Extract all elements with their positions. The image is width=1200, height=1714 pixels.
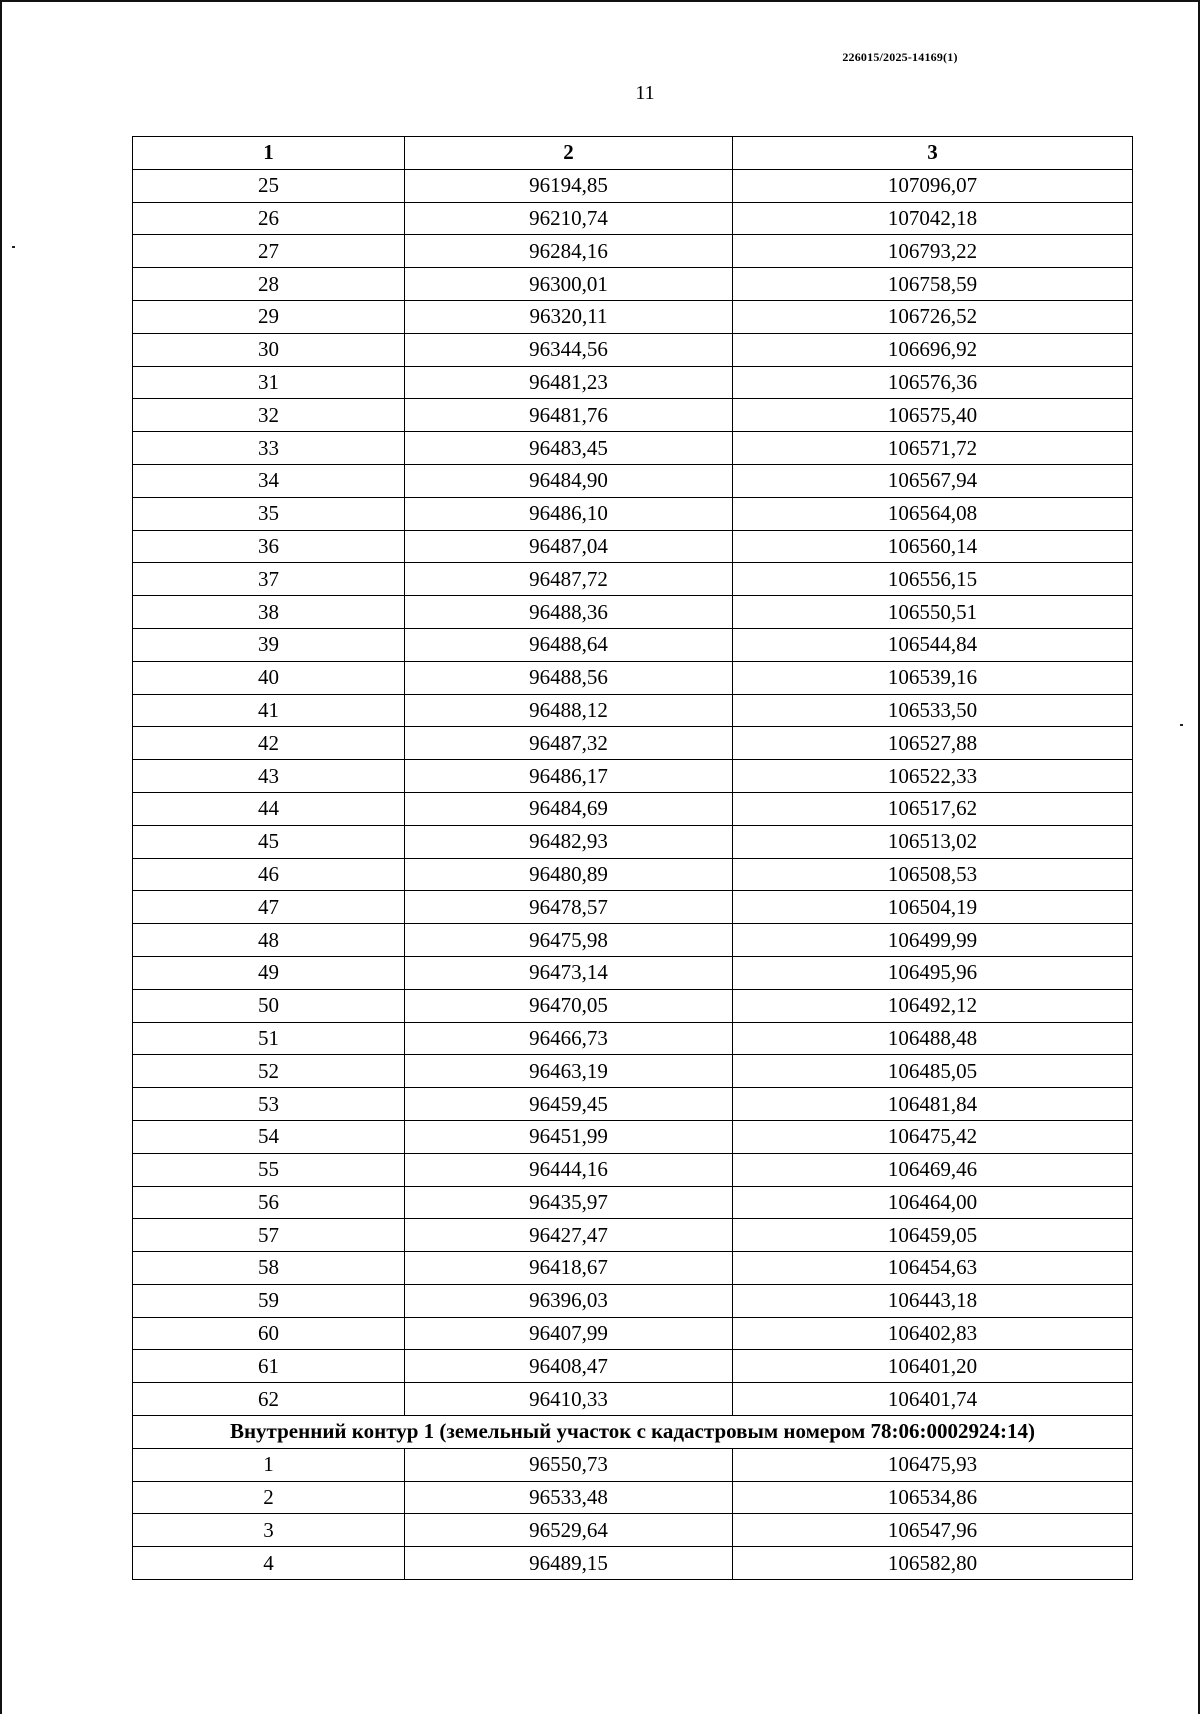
document-number: 226015/2025-14169(1) — [842, 50, 958, 64]
table-row — [133, 169, 1133, 202]
y-coordinate-cell: 106488,48 — [733, 1022, 1133, 1055]
scan-speck — [12, 246, 15, 248]
x-coordinate-cell: 96284,16 — [405, 235, 733, 268]
x-coordinate-cell: 96463,19 — [405, 1055, 733, 1088]
table-row — [133, 1120, 1133, 1153]
y-coordinate-cell: 106534,86 — [733, 1481, 1133, 1514]
y-coordinate-cell: 106522,33 — [733, 760, 1133, 793]
y-coordinate-cell: 106513,02 — [733, 825, 1133, 858]
table-row — [133, 628, 1133, 661]
point-number-cell: 31 — [133, 366, 405, 399]
point-number-cell: 26 — [133, 202, 405, 235]
table-row — [133, 1284, 1133, 1317]
coordinates-table — [132, 136, 1133, 1580]
x-coordinate-cell: 96475,98 — [405, 924, 733, 957]
table-row — [133, 989, 1133, 1022]
point-number-cell: 40 — [133, 661, 405, 694]
x-coordinate-cell: 96427,47 — [405, 1219, 733, 1252]
x-coordinate-cell: 96396,03 — [405, 1284, 733, 1317]
table-row — [133, 399, 1133, 432]
table-row — [133, 1153, 1133, 1186]
point-number-cell: 28 — [133, 268, 405, 301]
y-coordinate-cell: 106576,36 — [733, 366, 1133, 399]
point-number-cell: 30 — [133, 333, 405, 366]
point-number-cell: 39 — [133, 628, 405, 661]
y-coordinate-cell: 106550,51 — [733, 596, 1133, 629]
x-coordinate-cell: 96484,69 — [405, 792, 733, 825]
point-number-cell: 55 — [133, 1153, 405, 1186]
y-coordinate-cell: 106793,22 — [733, 235, 1133, 268]
x-coordinate-cell: 96459,45 — [405, 1088, 733, 1121]
y-coordinate-cell: 106402,83 — [733, 1317, 1133, 1350]
x-coordinate-cell: 96488,36 — [405, 596, 733, 629]
table-row — [133, 497, 1133, 530]
y-coordinate-cell: 106533,50 — [733, 694, 1133, 727]
y-coordinate-cell: 106539,16 — [733, 661, 1133, 694]
y-coordinate-cell: 106401,20 — [733, 1350, 1133, 1383]
point-number-cell: 3 — [133, 1514, 405, 1547]
table-row — [133, 268, 1133, 301]
table-row — [133, 235, 1133, 268]
table-row — [133, 563, 1133, 596]
point-number-cell: 4 — [133, 1547, 405, 1580]
y-coordinate-cell: 106495,96 — [733, 956, 1133, 989]
y-coordinate-cell: 106492,12 — [733, 989, 1133, 1022]
page-number: 11 — [635, 82, 655, 104]
table-row — [133, 1350, 1133, 1383]
table-row — [133, 1252, 1133, 1285]
table-row — [133, 300, 1133, 333]
table-body — [133, 169, 1133, 1415]
point-number-cell: 61 — [133, 1350, 405, 1383]
column-header-1: 1 — [133, 137, 405, 170]
table-row — [133, 825, 1133, 858]
point-number-cell: 29 — [133, 300, 405, 333]
table-row — [133, 760, 1133, 793]
point-number-cell: 60 — [133, 1317, 405, 1350]
table-row — [133, 727, 1133, 760]
y-coordinate-cell: 106567,94 — [733, 464, 1133, 497]
table-row — [133, 1547, 1133, 1580]
y-coordinate-cell: 106571,72 — [733, 432, 1133, 465]
point-number-cell: 54 — [133, 1120, 405, 1153]
x-coordinate-cell: 96488,12 — [405, 694, 733, 727]
scan-top-edge — [0, 0, 1200, 2]
x-coordinate-cell: 96444,16 — [405, 1153, 733, 1186]
x-coordinate-cell: 96320,11 — [405, 300, 733, 333]
y-coordinate-cell: 106547,96 — [733, 1514, 1133, 1547]
x-coordinate-cell: 96466,73 — [405, 1022, 733, 1055]
table-row — [133, 1186, 1133, 1219]
table-row — [133, 694, 1133, 727]
point-number-cell: 56 — [133, 1186, 405, 1219]
y-coordinate-cell: 106556,15 — [733, 563, 1133, 596]
x-coordinate-cell: 96435,97 — [405, 1186, 733, 1219]
point-number-cell: 58 — [133, 1252, 405, 1285]
x-coordinate-cell: 96486,17 — [405, 760, 733, 793]
point-number-cell: 57 — [133, 1219, 405, 1252]
point-number-cell: 32 — [133, 399, 405, 432]
point-number-cell: 49 — [133, 956, 405, 989]
column-header-2: 2 — [405, 137, 733, 170]
y-coordinate-cell: 106504,19 — [733, 891, 1133, 924]
point-number-cell: 41 — [133, 694, 405, 727]
table-row — [133, 891, 1133, 924]
table-row — [133, 1022, 1133, 1055]
x-coordinate-cell: 96487,04 — [405, 530, 733, 563]
x-coordinate-cell: 96407,99 — [405, 1317, 733, 1350]
y-coordinate-cell: 106726,52 — [733, 300, 1133, 333]
point-number-cell: 42 — [133, 727, 405, 760]
table-row — [133, 1317, 1133, 1350]
y-coordinate-cell: 106475,93 — [733, 1448, 1133, 1481]
table-row — [133, 956, 1133, 989]
y-coordinate-cell: 107042,18 — [733, 202, 1133, 235]
point-number-cell: 36 — [133, 530, 405, 563]
table-row — [133, 464, 1133, 497]
point-number-cell: 51 — [133, 1022, 405, 1055]
x-coordinate-cell: 96478,57 — [405, 891, 733, 924]
x-coordinate-cell: 96484,90 — [405, 464, 733, 497]
table-row — [133, 858, 1133, 891]
y-coordinate-cell: 106527,88 — [733, 727, 1133, 760]
table-row — [133, 1448, 1133, 1481]
table-row — [133, 924, 1133, 957]
y-coordinate-cell: 106485,05 — [733, 1055, 1133, 1088]
x-coordinate-cell: 96473,14 — [405, 956, 733, 989]
point-number-cell: 38 — [133, 596, 405, 629]
section-title-row — [133, 1416, 1133, 1449]
x-coordinate-cell: 96194,85 — [405, 169, 733, 202]
table-row — [133, 202, 1133, 235]
x-coordinate-cell: 96481,76 — [405, 399, 733, 432]
table-row — [133, 792, 1133, 825]
scan-left-edge — [0, 0, 2, 1714]
section-title: Внутренний контур 1 (земельный участок с кадастровым номером 78:06:0002924:14) — [133, 1416, 1133, 1449]
point-number-cell: 48 — [133, 924, 405, 957]
y-coordinate-cell: 106696,92 — [733, 333, 1133, 366]
table-row — [133, 530, 1133, 563]
table-row — [133, 333, 1133, 366]
point-number-cell: 43 — [133, 760, 405, 793]
point-number-cell: 33 — [133, 432, 405, 465]
column-header-3: 3 — [733, 137, 1133, 170]
table-row — [133, 1383, 1133, 1416]
y-coordinate-cell: 106469,46 — [733, 1153, 1133, 1186]
table-row — [133, 596, 1133, 629]
x-coordinate-cell: 96408,47 — [405, 1350, 733, 1383]
point-number-cell: 25 — [133, 169, 405, 202]
x-coordinate-cell: 96488,64 — [405, 628, 733, 661]
point-number-cell: 34 — [133, 464, 405, 497]
table-row — [133, 1514, 1133, 1547]
y-coordinate-cell: 106508,53 — [733, 858, 1133, 891]
x-coordinate-cell: 96533,48 — [405, 1481, 733, 1514]
x-coordinate-cell: 96483,45 — [405, 432, 733, 465]
y-coordinate-cell: 107096,07 — [733, 169, 1133, 202]
table-row — [133, 1055, 1133, 1088]
y-coordinate-cell: 106443,18 — [733, 1284, 1133, 1317]
y-coordinate-cell: 106475,42 — [733, 1120, 1133, 1153]
point-number-cell: 45 — [133, 825, 405, 858]
x-coordinate-cell: 96487,72 — [405, 563, 733, 596]
point-number-cell: 53 — [133, 1088, 405, 1121]
y-coordinate-cell: 106575,40 — [733, 399, 1133, 432]
y-coordinate-cell: 106560,14 — [733, 530, 1133, 563]
x-coordinate-cell: 96410,33 — [405, 1383, 733, 1416]
x-coordinate-cell: 96210,74 — [405, 202, 733, 235]
point-number-cell: 46 — [133, 858, 405, 891]
y-coordinate-cell: 106459,05 — [733, 1219, 1133, 1252]
y-coordinate-cell: 106464,00 — [733, 1186, 1133, 1219]
y-coordinate-cell: 106481,84 — [733, 1088, 1133, 1121]
point-number-cell: 50 — [133, 989, 405, 1022]
x-coordinate-cell: 96451,99 — [405, 1120, 733, 1153]
x-coordinate-cell: 96480,89 — [405, 858, 733, 891]
point-number-cell: 52 — [133, 1055, 405, 1088]
table-row — [133, 1219, 1133, 1252]
table-row — [133, 1088, 1133, 1121]
x-coordinate-cell: 96470,05 — [405, 989, 733, 1022]
point-number-cell: 44 — [133, 792, 405, 825]
y-coordinate-cell: 106401,74 — [733, 1383, 1133, 1416]
x-coordinate-cell: 96344,56 — [405, 333, 733, 366]
point-number-cell: 27 — [133, 235, 405, 268]
table-row — [133, 661, 1133, 694]
section-table-body — [133, 1448, 1133, 1579]
scan-speck — [1180, 724, 1183, 726]
x-coordinate-cell: 96488,56 — [405, 661, 733, 694]
x-coordinate-cell: 96489,15 — [405, 1547, 733, 1580]
point-number-cell: 1 — [133, 1448, 405, 1481]
y-coordinate-cell: 106758,59 — [733, 268, 1133, 301]
y-coordinate-cell: 106454,63 — [733, 1252, 1133, 1285]
point-number-cell: 59 — [133, 1284, 405, 1317]
x-coordinate-cell: 96486,10 — [405, 497, 733, 530]
y-coordinate-cell: 106582,80 — [733, 1547, 1133, 1580]
x-coordinate-cell: 96487,32 — [405, 727, 733, 760]
point-number-cell: 35 — [133, 497, 405, 530]
table-row — [133, 366, 1133, 399]
table-header-row — [133, 137, 1133, 170]
point-number-cell: 2 — [133, 1481, 405, 1514]
x-coordinate-cell: 96529,64 — [405, 1514, 733, 1547]
y-coordinate-cell: 106499,99 — [733, 924, 1133, 957]
x-coordinate-cell: 96550,73 — [405, 1448, 733, 1481]
y-coordinate-cell: 106544,84 — [733, 628, 1133, 661]
table-row — [133, 432, 1133, 465]
point-number-cell: 62 — [133, 1383, 405, 1416]
table-row — [133, 1481, 1133, 1514]
x-coordinate-cell: 96481,23 — [405, 366, 733, 399]
x-coordinate-cell: 96418,67 — [405, 1252, 733, 1285]
x-coordinate-cell: 96482,93 — [405, 825, 733, 858]
point-number-cell: 37 — [133, 563, 405, 596]
x-coordinate-cell: 96300,01 — [405, 268, 733, 301]
y-coordinate-cell: 106564,08 — [733, 497, 1133, 530]
y-coordinate-cell: 106517,62 — [733, 792, 1133, 825]
point-number-cell: 47 — [133, 891, 405, 924]
